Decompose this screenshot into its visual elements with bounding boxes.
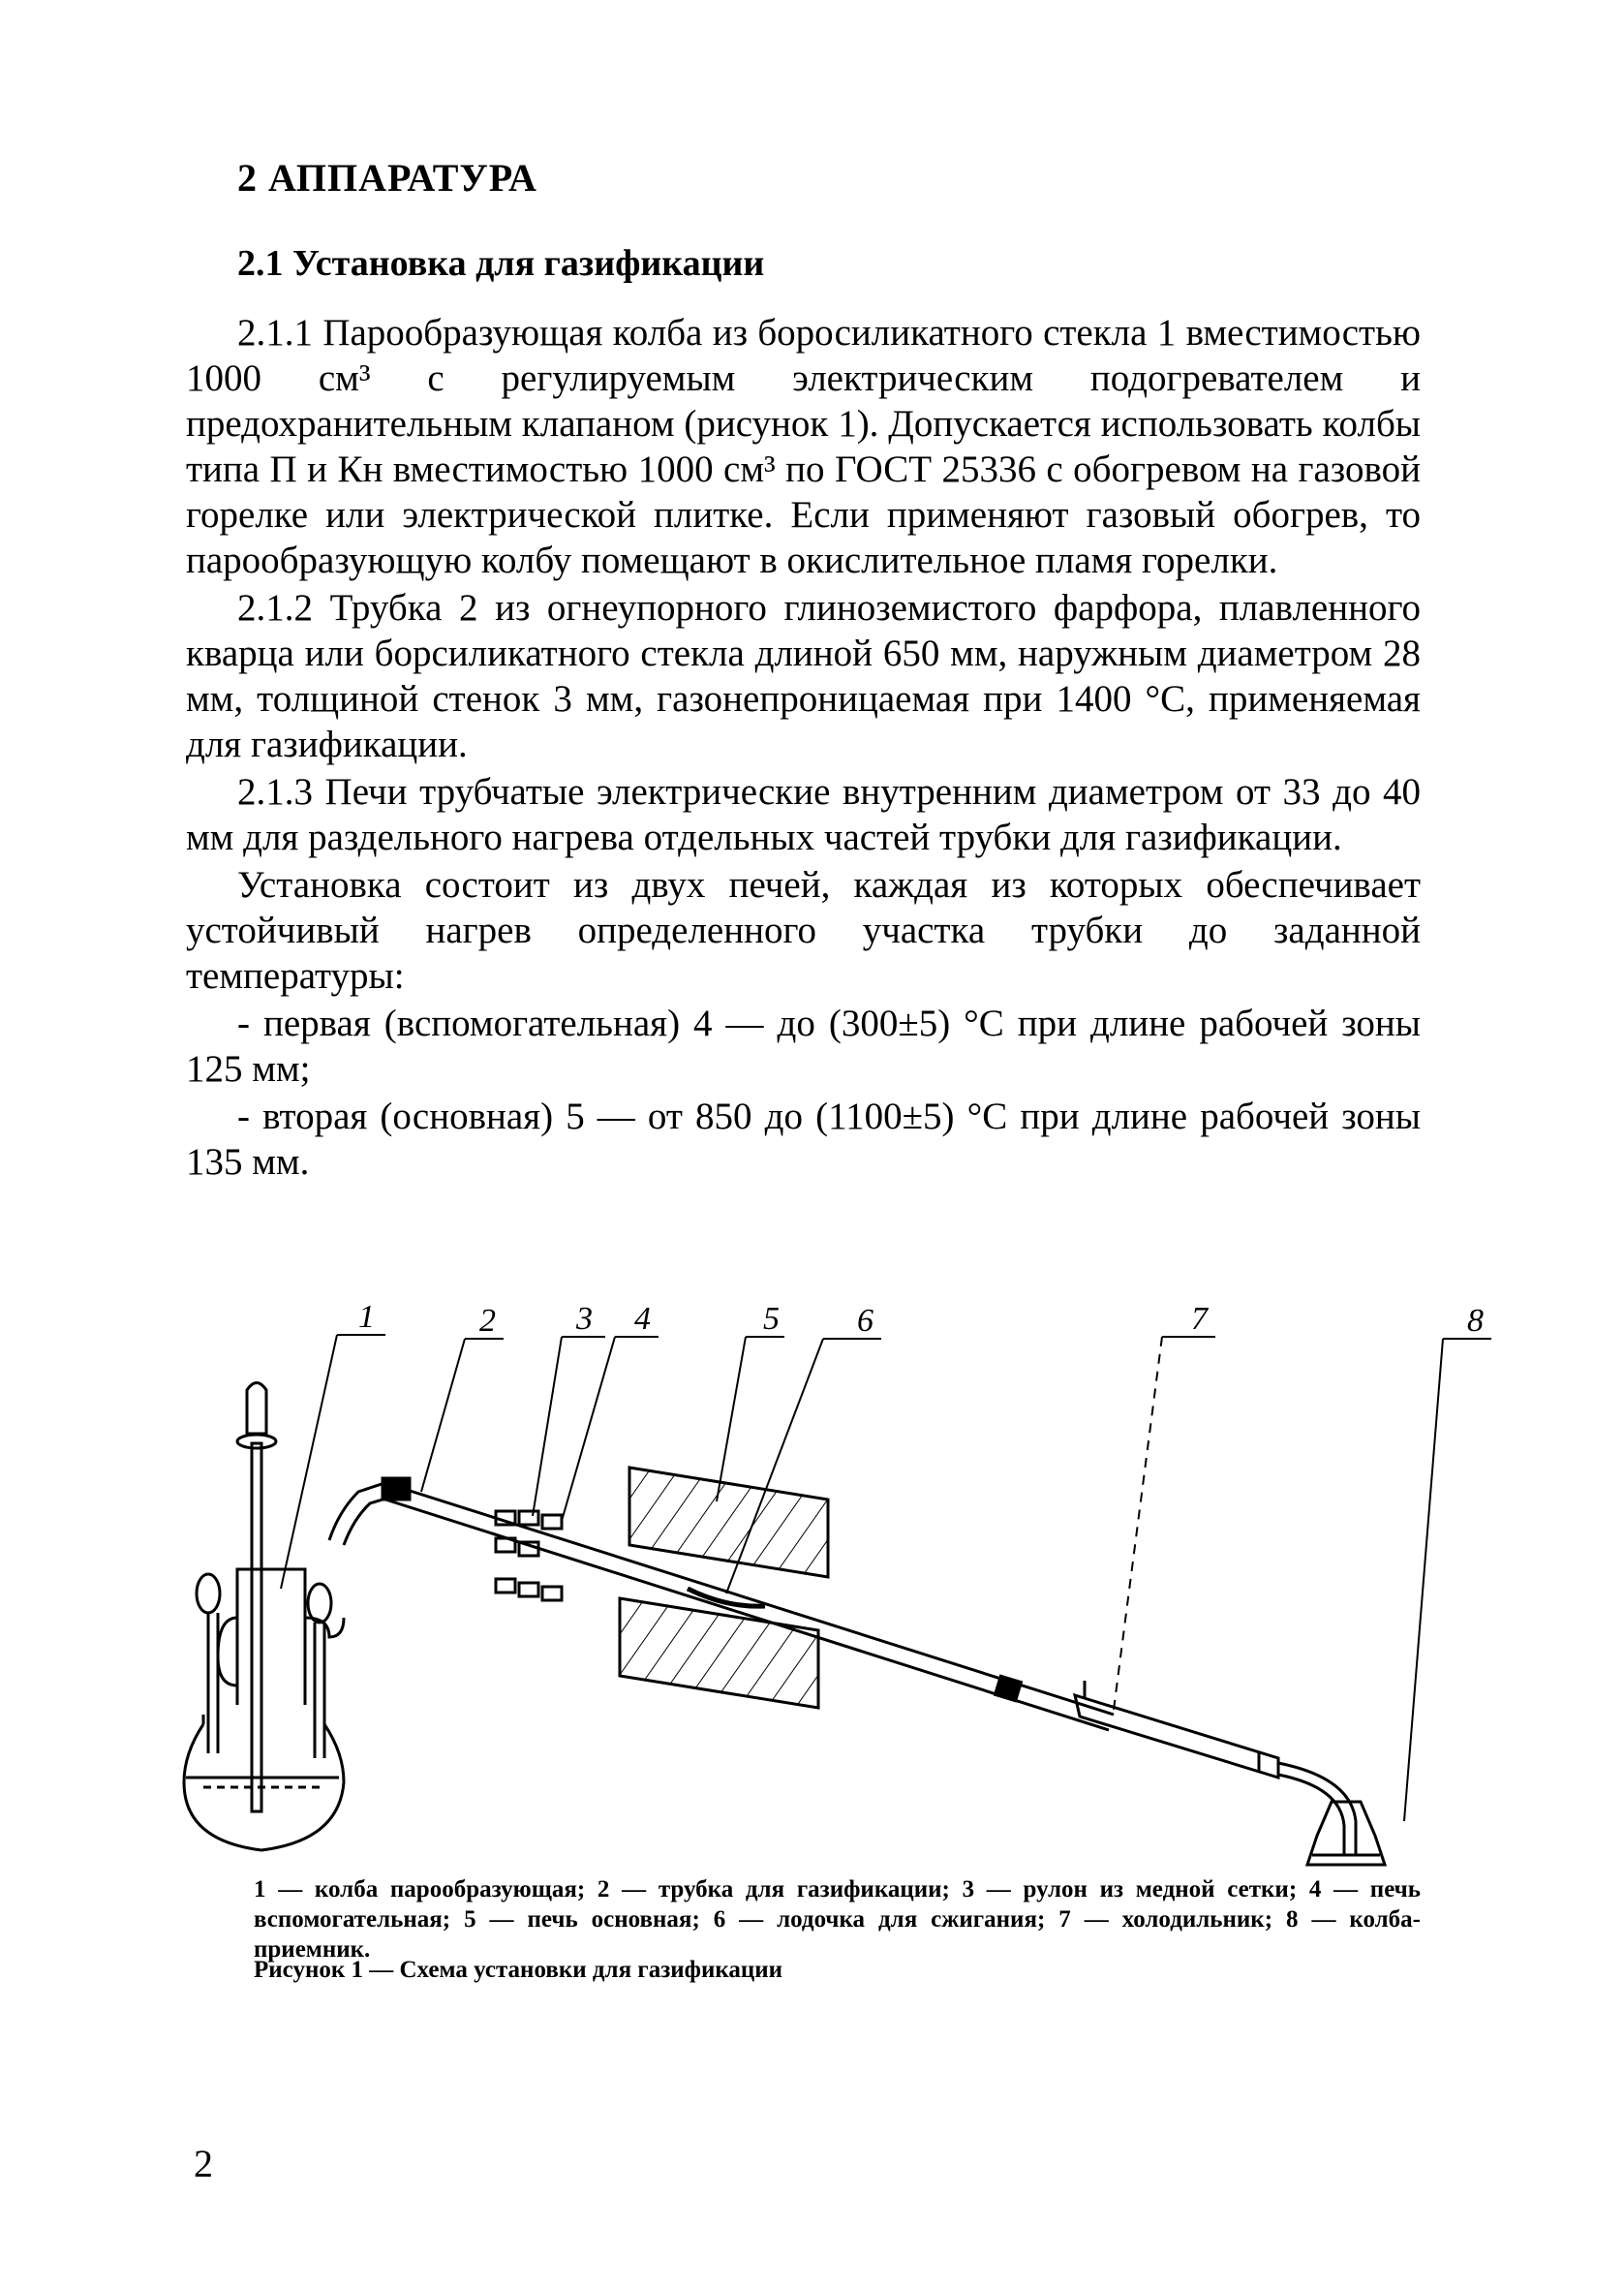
figure-label-5: 5 [763, 1301, 780, 1337]
body-text [186, 310, 1421, 1187]
paragraph-first-furnace: - первая (вспомогательная) 4 — до (300±5) °С при длине рабочей зоны 125 мм; [186, 1003, 1421, 1090]
paragraph-second-furnace: - вторая (основная) 5 — от 850 до (1100±5) °С при длине рабочей зоны 135 мм. [186, 1096, 1421, 1183]
paragraph-installation: Установка состоит из двух печей, каждая из которых обеспечивает устойчивый нагрев определенного участка трубки до заданной температуры: [186, 864, 1421, 997]
figure-label-2: 2 [479, 1303, 496, 1339]
condenser [1075, 1681, 1356, 1855]
figure-legend-text: 1 — колба парообразующая; 2 — трубка для газификации; 3 — рулон из медной сетки; 4 — печь вспомогательная; 5 — печь основная; 6 — лодочка для сжигания; 7 — холодильник; 8 — колба-приемник. [254, 1876, 1421, 1963]
steam-flask [184, 1383, 392, 1851]
gasification-apparatus-diagram [145, 1298, 1501, 1870]
figure-label-8: 8 [1467, 1303, 1484, 1339]
figure-label-6: 6 [857, 1303, 873, 1339]
receiving-flask [1307, 1802, 1385, 1865]
figure-label-1: 1 [358, 1299, 375, 1335]
figure-title: Рисунок 1 — Схема установки для газификации [254, 1957, 783, 1983]
figure-label-3: 3 [576, 1301, 593, 1337]
paragraph-2-1-1: 2.1.1 Парообразующая колба из боросиликатного стекла 1 вместимостью 1000 см³ с регулируемым электрическим подогревателем и предохранительным клапаном (рисунок 1). Допускается использовать колбы типа П и Кн вместимостью 1000 см³ по ГОСТ 25336 с обогревом на газовой горелке или электрической плитке. Если применяют газовый обогрев, то парообразующую колбу помещают в окислительное пламя горелки. [186, 312, 1421, 581]
leader-lines [281, 1335, 1491, 1821]
figure-label-4: 4 [634, 1301, 651, 1337]
main-furnace [620, 1468, 828, 1708]
section-heading: 2 АППАРАТУРА [237, 156, 537, 200]
paragraph-2-1-3: 2.1.3 Печи трубчатые электрические внутренним диаметром от 33 до 40 мм для раздельного нагрева отдельных частей трубки для газификации. [186, 771, 1421, 858]
figure-label-7: 7 [1191, 1301, 1208, 1337]
figure-legend [254, 1874, 1421, 1964]
page-number: 2 [194, 2142, 213, 2185]
paragraph-2-1-2: 2.1.2 Трубка 2 из огнеупорного глиноземистого фарфора, плавленного кварца или борсиликатного стекла длиной 650 мм, наружным диаметром 28 мм, толщиной стенок 3 мм, газонепроницаемая при 1400 °С, применяемая для газификации. [186, 587, 1421, 765]
subsection-heading: 2.1 Установка для газификации [237, 243, 765, 284]
auxiliary-furnace [496, 1511, 562, 1600]
